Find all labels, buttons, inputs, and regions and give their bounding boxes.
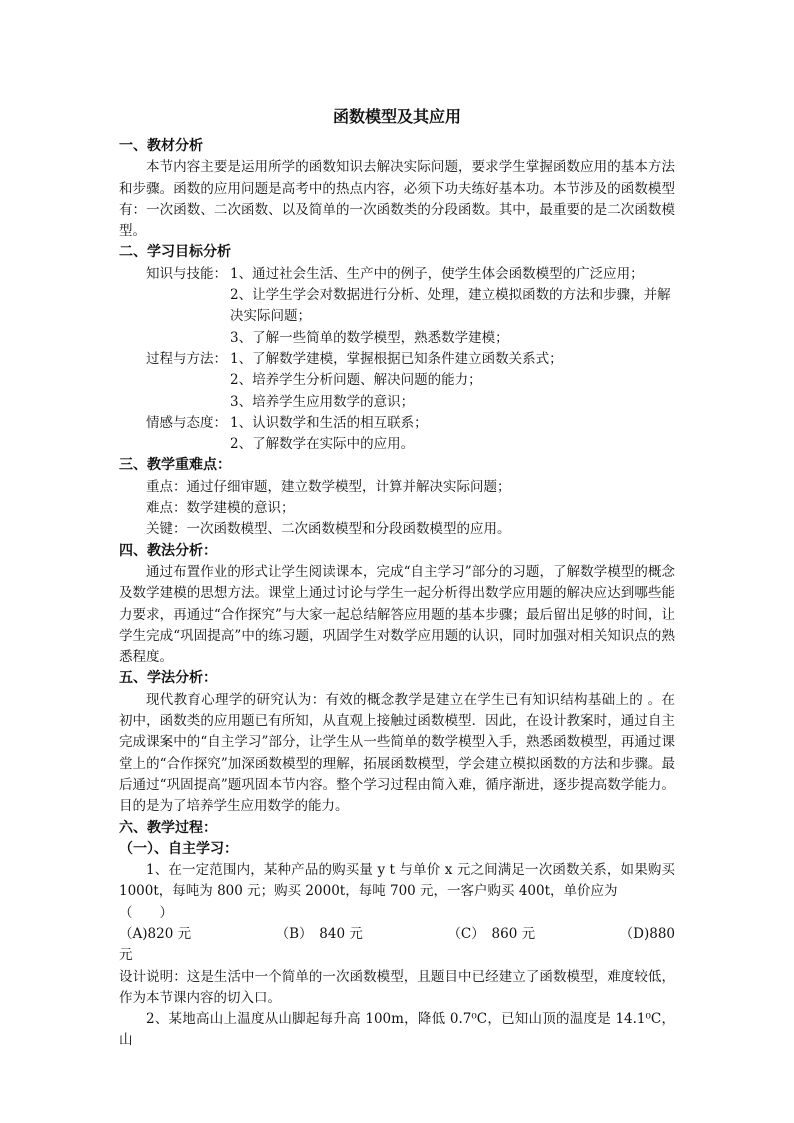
option-c: （C） 860 元 [447,925,536,942]
goal-item: 3、培养学生应用数学的意识； [230,393,415,410]
goal-item: 1、通过社会生活、生产中的例子，使学生体会函数模型的广泛应用； [230,265,644,282]
key-point-line: 关键：一次函数模型、二次函数模型和分段函数模型的应用。 [146,521,511,538]
question-1-text: 1、在一定范围内，某种产品的购买量 y t 与单价 x 元之间满足一次函数关系，如果购买1000t，每吨为 800 元；购买 2000t，每吨 700 元，一客户购买 400t，单价应为 [119,862,675,900]
option-a: （A)820 元 [119,925,192,942]
goal-label: 知识与技能： [146,265,227,282]
subsection-heading-self-study: （一）、自主学习： [119,840,238,857]
option-d: （D)880 [619,925,675,942]
goal-item: 2、让学生学会对数据进行分析、处理，建立模拟函数的方法和步骤，并解决实际问题； [230,287,671,325]
design-note: 设计说明：这是生活中一个简单的一次函数模型，且题目中已经建立了函数模型，难度较低，作为本节课内容的切入口。 [119,968,675,1006]
key-point-line: 重点：通过仔细审题，建立数学模型，计算并解决实际问题； [146,478,511,495]
goal-item: 3、了解一些简单的数学模型，熟悉数学建模； [230,329,509,346]
goal-item: 2、了解数学在实际中的应用。 [230,436,415,453]
textbook-analysis-paragraph: 本节内容主要是运用所学的函数知识去解决实际问题，要求学生掌握函数应用的基本方法和步骤。函数的应用问题是高考中的热点内容，必须下功夫练好基本功。本节涉及的函数模型有：一次函数、二次函数、以及简单的一次函数类的分段函数。其中，最重要的是二次函数模型。 [119,159,675,240]
section-heading-textbook-analysis: 一、教材分析 [119,138,203,154]
learning-method-paragraph: 现代教育心理学的研究认为：有效的概念教学是建立在学生已有知识结构基础上的 。在初中，函数类的应用题已有所知，从直观上接触过函数模型．因此，在设计教案时，通过自主完成课案中的“自主学习”部分，让学生从一些简单的数学模型入手，熟悉函数模型，再通过课堂上的“合作探究”加深函数模型的理解，拓展函数模型，学会建立模拟函数的方法和步骤。最后通过“巩固提高”题巩固本节内容。整个学习过程由简入难，循序渐进，逐步提高数学能力。目的是为了培养学生应用数学的能力。 [119,691,675,815]
teaching-method-paragraph: 通过布置作业的形式让学生阅读课本，完成“自主学习”部分的习题，了解数学模型的概念及数学建模的思想方法。课堂上通过讨论与学生一起分析得出数学应用题的解决应达到哪些能力要求，再通过“合作探究”与大家一起总结解答应用题的基本步骤；最后留出足够的时间，让学生完成“巩固提高”中的练习题，巩固学生对数学应用题的认识，同时加强对相关知识点的熟悉程度。 [119,563,675,666]
option-b: （B） 840 元 [275,925,363,942]
question-1-options [119,924,675,945]
option-d-unit: 元 [119,947,133,964]
question-2-text: 2、某地高山上温度从山脚起每升高 100m，降低 0.7⁰C，已知山顶的温度是 14.1⁰C，山 [119,1011,675,1049]
document-body [119,136,675,1052]
goal-group-emotion [119,413,675,456]
section-heading-teaching-process: 六、教学过程： [119,819,217,836]
key-point-line: 难点：数学建模的意识； [146,500,295,517]
goal-item: 1、认识数学和生活的相互联系； [230,414,428,431]
section-heading-key-points: 三、教学重难点： [119,457,231,474]
goal-group-process [119,349,675,413]
section-heading-learning-goals: 二、学习目标分析 [119,244,231,261]
section-heading-learning-method: 五、学法分析： [119,670,217,687]
goal-group-knowledge [119,264,675,349]
goal-label: 过程与方法： [146,350,227,367]
goal-item: 2、培养学生分析问题、解决问题的能力； [230,372,482,389]
goal-item: 1、了解数学建模，掌握根据已知条件建立函数关系式； [230,350,563,367]
section-heading-teaching-method: 四、教法分析： [119,542,217,559]
question-1-answer-paren: （ ） [119,904,173,921]
goal-label: 情感与态度： [146,414,227,431]
page-title: 函数模型及其应用 [332,107,461,126]
